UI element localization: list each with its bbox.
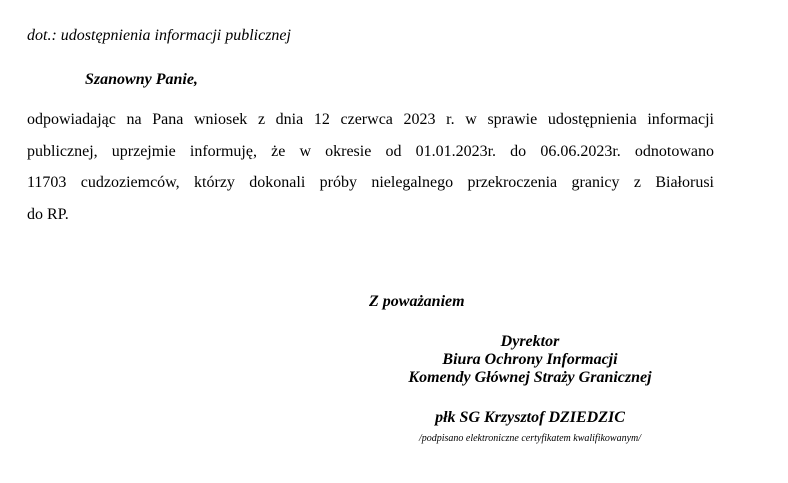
electronic-signature-note: /podpisano elektroniczne certyfikatem kwalifikowanym/ <box>418 433 642 444</box>
closing: Z poważaniem <box>369 293 465 310</box>
signature-title-block <box>380 333 680 387</box>
body-line-3: 11703 cudzoziemców, którzy dokonali próby nielegalnego przekroczenia granicy z Białorusi <box>27 174 714 191</box>
subject-line: dot.: udostępnienia informacji publicznej <box>27 27 291 44</box>
body-line-4: do RP. <box>27 205 69 223</box>
signature-title-line-3: Komendy Głównej Straży Granicznej <box>408 369 652 386</box>
signer-name: płk SG Krzysztof DZIEDZIC <box>435 409 625 426</box>
salutation: Szanowny Panie, <box>85 71 198 88</box>
body-line-1: odpowiadając na Pana wniosek z dnia 12 czerwca 2023 r. w sprawie udostępnienia informacji <box>27 111 714 128</box>
body-line-2: publicznej, uprzejmie informuję, że w okresie od 01.01.2023r. do 06.06.2023r. odnotowano <box>27 142 714 160</box>
signature-title-line-1: Dyrektor <box>500 333 560 350</box>
signature-title-line-2: Biura Ochrony Informacji <box>442 351 618 368</box>
letter-body <box>27 104 714 230</box>
